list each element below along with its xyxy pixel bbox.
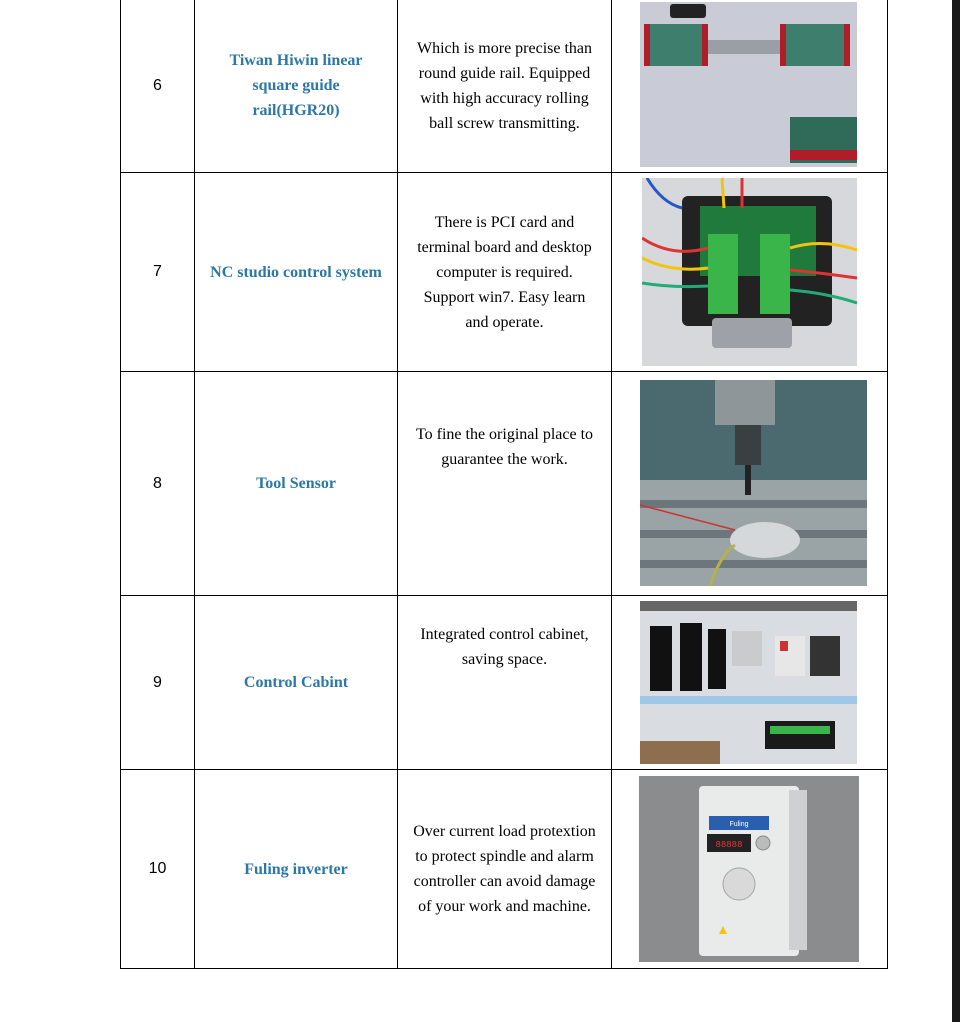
component-name xyxy=(195,770,398,969)
component-name-line: NC studio control system xyxy=(210,263,382,281)
description-line: guarantee the work. xyxy=(441,451,568,468)
inverter-photo xyxy=(639,776,859,962)
component-name-line: Tool Sensor xyxy=(256,475,336,492)
right-edge-bar xyxy=(952,0,960,1022)
component-name xyxy=(195,372,398,596)
description-line: controller can avoid damage xyxy=(413,873,596,890)
description-line: There is PCI card and xyxy=(434,213,575,231)
table-row xyxy=(121,0,888,173)
component-name-line: Tiwan Hiwin linear xyxy=(229,52,363,69)
component-name-line: Fuling inverter xyxy=(244,860,348,878)
row-number: 8 xyxy=(121,372,195,596)
description-line: Over current load protextion xyxy=(413,823,596,840)
table-row xyxy=(121,372,888,596)
spec-table xyxy=(120,0,888,969)
inverter-brand-label: Fuling xyxy=(729,821,749,828)
row-number: 6 xyxy=(121,0,195,173)
image-cell xyxy=(612,596,888,770)
row-number: 10 xyxy=(121,770,195,969)
description-line: Which is more precise than xyxy=(416,39,593,57)
component-name-line: square guide xyxy=(252,77,340,94)
component-description xyxy=(398,173,612,372)
table-row xyxy=(121,770,888,969)
description-line: Integrated control cabinet, xyxy=(420,626,589,643)
image-cell xyxy=(612,0,888,173)
table-row xyxy=(121,596,888,770)
terminal-board-photo xyxy=(642,178,857,366)
tool-sensor-photo xyxy=(640,380,867,586)
image-cell xyxy=(612,173,888,372)
table-row xyxy=(121,173,888,372)
description-line: and operate. xyxy=(465,313,544,331)
component-name-line: rail(HGR20) xyxy=(252,102,340,119)
row-number: 7 xyxy=(121,173,195,372)
component-name-line: Control Cabint xyxy=(243,674,349,691)
description-line: Support win7. Easy learn xyxy=(423,288,586,306)
component-description xyxy=(398,770,612,969)
description-line: terminal board and desktop xyxy=(417,238,592,256)
description-line: To fine the original place to xyxy=(415,426,594,443)
component-name xyxy=(195,173,398,372)
description-line: round guide rail. Equipped xyxy=(418,64,591,82)
component-name xyxy=(195,596,398,770)
image-cell xyxy=(612,770,888,969)
image-cell xyxy=(612,372,888,596)
component-description xyxy=(398,596,612,770)
description-line: with high accuracy rolling xyxy=(420,89,589,107)
component-description xyxy=(398,0,612,173)
description-line: saving space. xyxy=(461,651,548,668)
description-line: ball screw transmitting. xyxy=(429,114,580,132)
row-number: 9 xyxy=(121,596,195,770)
description-line: to protect spindle and alarm xyxy=(415,848,594,865)
description-line: computer is required. xyxy=(436,263,573,281)
description-line: of your work and machine. xyxy=(418,898,591,915)
control-cabinet-photo xyxy=(640,601,857,764)
linear-guide-rail-photo xyxy=(640,2,857,167)
component-name xyxy=(195,0,398,173)
inverter-display-readout: 88888 xyxy=(715,840,743,850)
component-description xyxy=(398,372,612,596)
